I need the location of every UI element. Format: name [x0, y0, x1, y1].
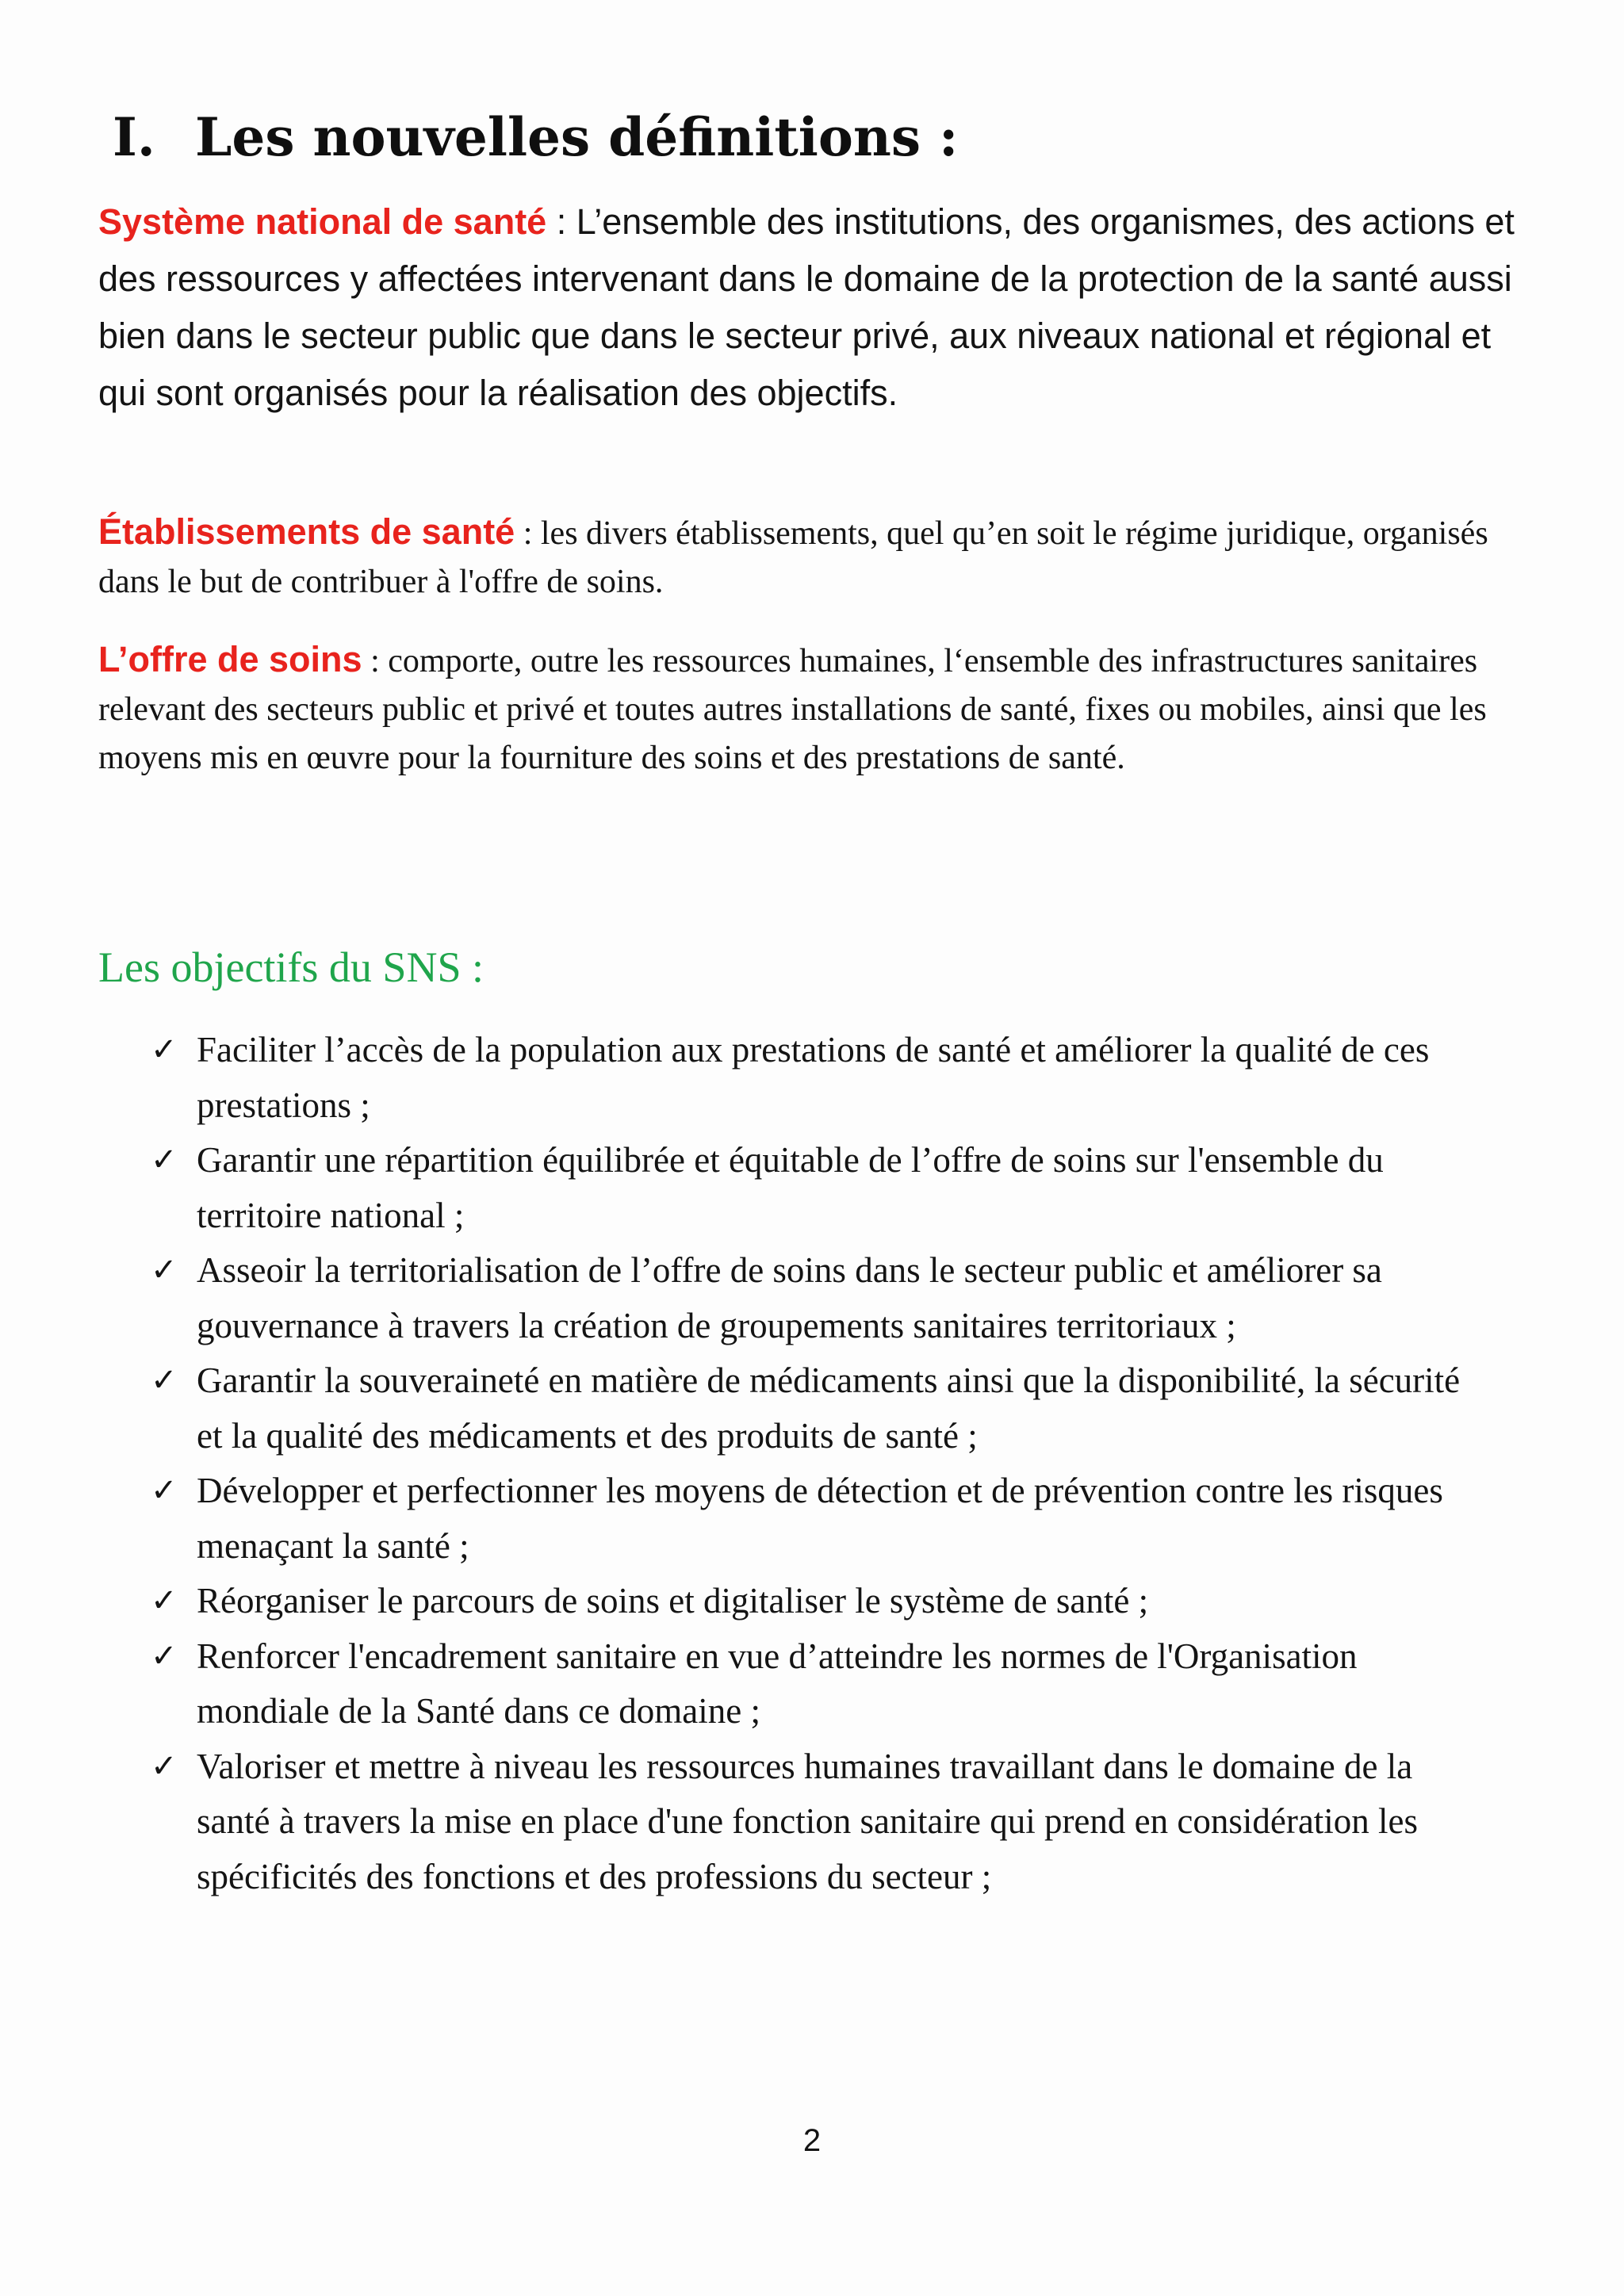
definition-text: : L’ensemble des institutions, des organismes, des actions et des ressources y affectées intervenant dans le domaine de la protection de la santé aussi bien dans le secteur public que dans le secteur privé, aux niveaux national et régional et qui sont organisés pour la réalisation des objectifs.: [98, 201, 1515, 413]
section-title: Les nouvelles définitions :: [195, 106, 959, 168]
definition-systeme-national: [98, 193, 1518, 422]
list-item: [0, 1353, 1481, 1464]
checkmark-icon: ✓: [151, 1637, 178, 1674]
list-item: [0, 1739, 1481, 1905]
objective-text: Asseoir la territorialisation de l’offre de soins dans le secteur public et améliorer sa gouvernance à travers la création de groupements sanitaires territoriaux ;: [197, 1250, 1382, 1345]
checkmark-icon: ✓: [151, 1252, 178, 1288]
objective-text: Développer et perfectionner les moyens de détection et de prévention contre les risques menaçant la santé ;: [197, 1471, 1443, 1566]
checkmark-icon: ✓: [151, 1142, 178, 1178]
objectives-title: Les objectifs du SNS :: [98, 943, 484, 991]
section-heading: [113, 94, 958, 181]
definition-term: Système national de santé: [98, 201, 547, 242]
list-item: [0, 1023, 1481, 1133]
objective-text: Renforcer l'encadrement sanitaire en vue d’atteindre les normes de l'Organisation mondiale de la Santé dans ce domaine ;: [197, 1636, 1358, 1731]
objective-text: Réorganiser le parcours de soins et digitaliser le système de santé ;: [197, 1581, 1149, 1621]
definition-term: L’offre de soins: [98, 639, 362, 679]
objective-text: Valoriser et mettre à niveau les ressources humaines travaillant dans le domaine de la santé à travers la mise en place d'une fonction sanitaire qui prend en considération les spécificités des fonctions et des professions du secteur ;: [197, 1746, 1419, 1896]
checkmark-icon: ✓: [151, 1472, 178, 1509]
page-number: 2: [802, 2123, 822, 2158]
definition-term: Établissements de santé: [98, 511, 515, 552]
list-item: [0, 1464, 1481, 1574]
definition-text: : les divers établissements, quel qu’en soit le régime juridique, organisés dans le but de contribuer à l'offre de soins.: [98, 515, 1488, 600]
definition-offre-de-soins: [98, 635, 1518, 783]
list-item: [0, 1243, 1481, 1353]
definition-text: : comporte, outre les ressources humaines, l‘ensemble des infrastructures sanitaires relevant des secteurs public et privé et toutes autres installations de santé, fixes ou mobiles, ainsi que les moyens mis en œuvre pour la fourniture des soins et des prestations de santé.: [98, 643, 1487, 776]
objective-text: Faciliter l’accès de la population aux prestations de santé et améliorer la qualité de ces prestations ;: [197, 1030, 1430, 1125]
checkmark-icon: ✓: [151, 1747, 178, 1785]
checkmark-icon: ✓: [151, 1582, 178, 1619]
list-item: [0, 1133, 1481, 1243]
list-item: [0, 1629, 1481, 1739]
objective-text: Garantir la souveraineté en matière de médicaments ainsi que la disponibilité, la sécurité et la qualité des médicaments et des produits de santé ;: [197, 1360, 1461, 1456]
checkmark-icon: ✓: [151, 1031, 178, 1068]
section-number: I.: [113, 106, 155, 168]
definition-etablissements: [98, 507, 1518, 607]
checkmark-icon: ✓: [151, 1362, 178, 1399]
list-item: [0, 1574, 1481, 1629]
objectives-list: [0, 1023, 1624, 1904]
objective-text: Garantir une répartition équilibrée et équitable de l’offre de soins sur l'ensemble du territoire national ;: [197, 1140, 1384, 1235]
